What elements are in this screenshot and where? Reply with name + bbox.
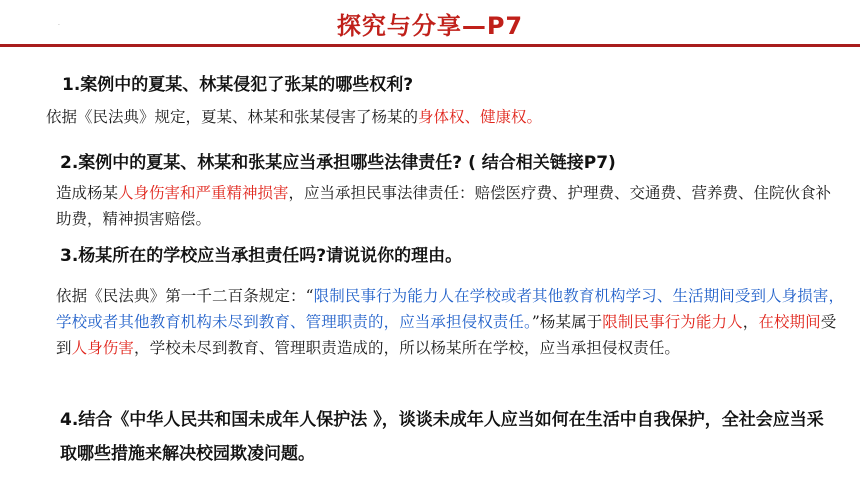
question-2: 2.案例中的夏某、林某和张某应当承担哪些法律责任? ( 结合相关链接P7): [60, 153, 616, 173]
answer-3-highlight-2: 在校期间: [758, 313, 821, 331]
title-divider: [0, 44, 860, 47]
answer-3: [56, 283, 846, 361]
answer-3-text-3: ，: [742, 313, 759, 331]
answer-3-text-2: ”杨某属于: [531, 313, 603, 331]
answer-2: [56, 180, 836, 232]
question-4: 4.结合《中华人民共和国未成年人保护法 》，谈谈未成年人应当如何在生活中自我保护，全社会应当采取哪些措施来解决校园欺凌问题。: [60, 410, 824, 464]
page-title: 探究与分享—P7: [336, 12, 524, 40]
answer-3-text-4: 受到: [56, 313, 837, 357]
answer-3-text-5: ，学校未尽到教育、管理职责造成的，所以杨某所在学校，应当承担侵权责任。: [134, 339, 681, 357]
decorative-dot: ·: [58, 22, 60, 29]
answer-1-highlight: 身体权、健康权。: [418, 108, 543, 126]
answer-1: [46, 104, 542, 130]
answer-2-text-start: 造成杨某: [56, 184, 119, 202]
question-1: 1.案例中的夏某、林某侵犯了张某的哪些权利?: [62, 75, 414, 95]
question-3: 3.杨某所在的学校应当承担责任吗?请说说你的理由。: [60, 246, 463, 266]
answer-3-law-quote: 限制民事行为能力人在学校或者其他教育机构学习、生活期间受到人身损害，学校或者其他教育机构未尽到教育、管理职责的，应当承担侵权责任。: [56, 287, 845, 331]
answer-3-highlight-1: 限制民事行为能力人: [602, 313, 743, 331]
answer-2-text-end: ，应当承担民事法律责任：赔偿医疗费、护理费、交通费、营养费、住院伙食补助费，精神损害赔偿。: [56, 184, 832, 228]
answer-3-highlight-3: 人身伤害: [71, 339, 135, 357]
answer-3-text-1: 依据《民法典》第一千二百条规定：“: [56, 287, 314, 305]
answer-2-highlight: 人身伤害和严重精神损害: [118, 184, 289, 202]
answer-1-text: 依据《民法典》规定，夏某、林某和张某侵害了杨某的: [46, 108, 419, 126]
